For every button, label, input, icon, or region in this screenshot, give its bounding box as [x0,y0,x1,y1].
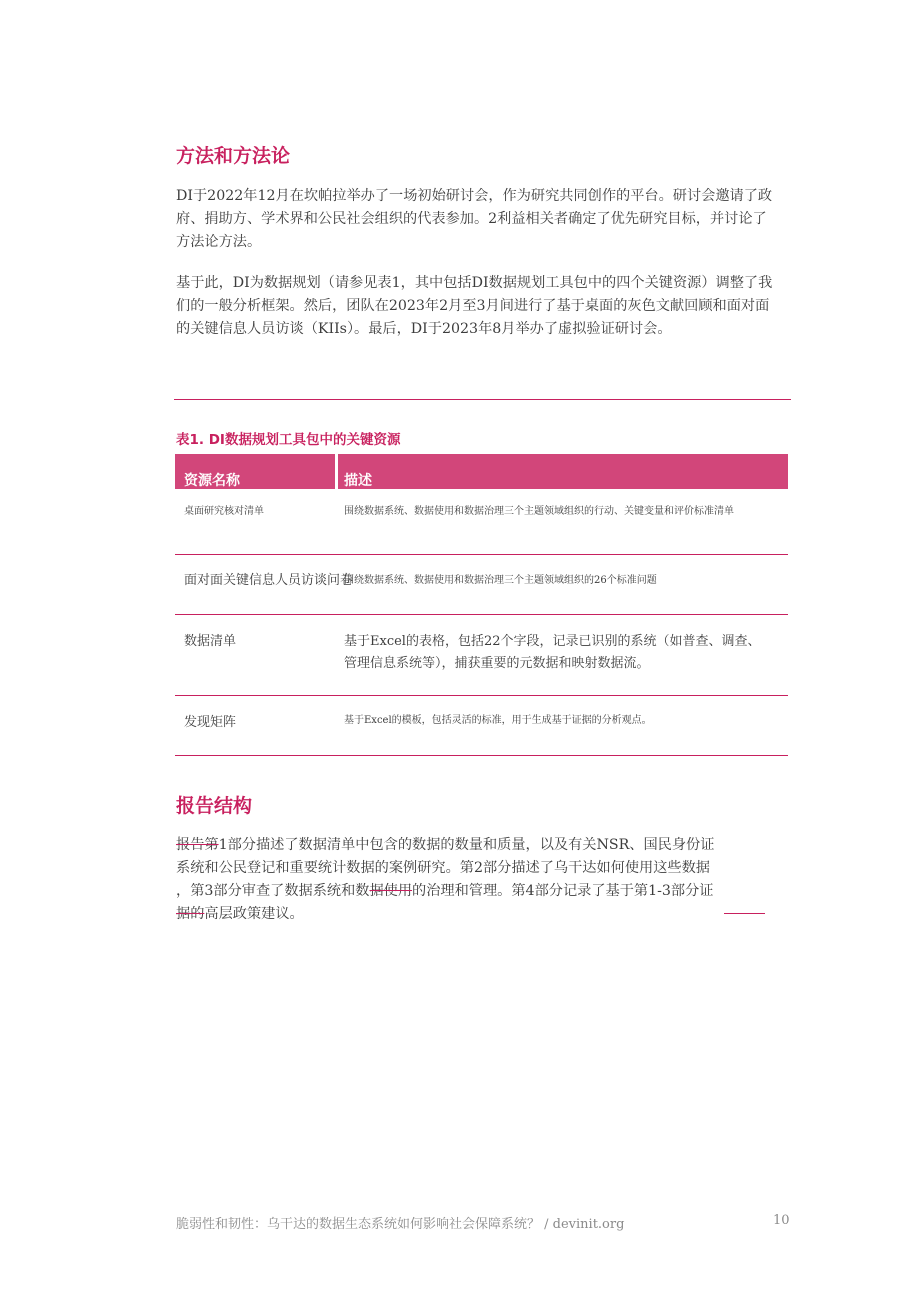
report-structure-paragraph [176,834,766,926]
table-row [175,615,788,696]
paragraph-line: 据的高层政策建议。 [176,906,304,922]
table-row [175,489,788,555]
resources-table [175,454,788,756]
header-column-separator [335,454,338,489]
resource-name: 发现矩阵 [184,715,237,730]
table-row [175,696,788,756]
table-caption: 表1. DI数据规划工具包中的关键资源 [176,432,401,448]
table-row [175,555,788,615]
struck-text: 据的 [176,906,205,922]
section-title-methodology: 方法和方法论 [176,145,291,167]
struck-text: 报告第 [176,837,219,853]
header-description: 描述 [344,473,372,489]
accent-line [724,913,765,914]
struck-text: 据使用 [369,883,413,899]
resource-description: 围绕数据系统、数据使用和数据治理三个主题领域组织的26个标准问题 [344,575,657,586]
resource-description: 围绕数据系统、数据使用和数据治理三个主题领域组织的行动、关键变量和评价标准清单 [344,506,734,517]
methodology-paragraph-1: DI于2022年12月在坎帕拉举办了一场初始研讨会，作为研究共同创作的平台。研讨会邀请了政府、捐助方、学术界和公民社会组织的代表参加。2利益相关者确定了优先研究目标，并讨论了方法论方法。 [176,188,773,250]
footer-text: 脆弱性和韧性：乌干达的数据生态系统如何影响社会保障系统？ / devinit.org [176,1217,625,1232]
paragraph-line: ，第3部分审查了数据系统和数据使用的治理和管理。第4部分记录了基于第1-3部分证 [176,883,714,899]
section-title-report-structure: 报告结构 [176,795,253,817]
resource-description: 基于Excel的表格，包括22个字段，记录已识别的系统（如普查、调查、管理信息系统等），捕获重要的元数据和映射数据流。 [344,634,761,671]
resource-name: 桌面研究核对清单 [184,506,264,517]
resource-name: 数据清单 [184,634,237,649]
page-number: 10 [773,1213,790,1228]
header-resource-name: 资源名称 [184,473,240,489]
methodology-paragraph-2: 基于此，DI为数据规划（请参见表1，其中包括DI数据规划工具包中的四个关键资源）调整了我们的一般分析框架。然后，团队在2023年2月至3月间进行了基于桌面的灰色文献回顾和面对面的关键信息人员访谈（KIIs）。最后，DI于2023年8月举办了虚拟验证研讨会。 [176,275,773,337]
table-header-row [175,454,788,489]
resource-name: 面对面关键信息人员访谈问卷 [184,573,354,588]
section-divider [174,399,791,400]
paragraph-line: 报告第1部分描述了数据清单中包含的数据的数量和质量，以及有关NSR、国民身份证 [176,837,715,853]
paragraph-line: 系统和公民登记和重要统计数据的案例研究。第2部分描述了乌干达如何使用这些数据 [176,860,710,876]
resource-description: 基于Excel的模板，包括灵活的标准，用于生成基于证据的分析观点。 [344,715,652,726]
